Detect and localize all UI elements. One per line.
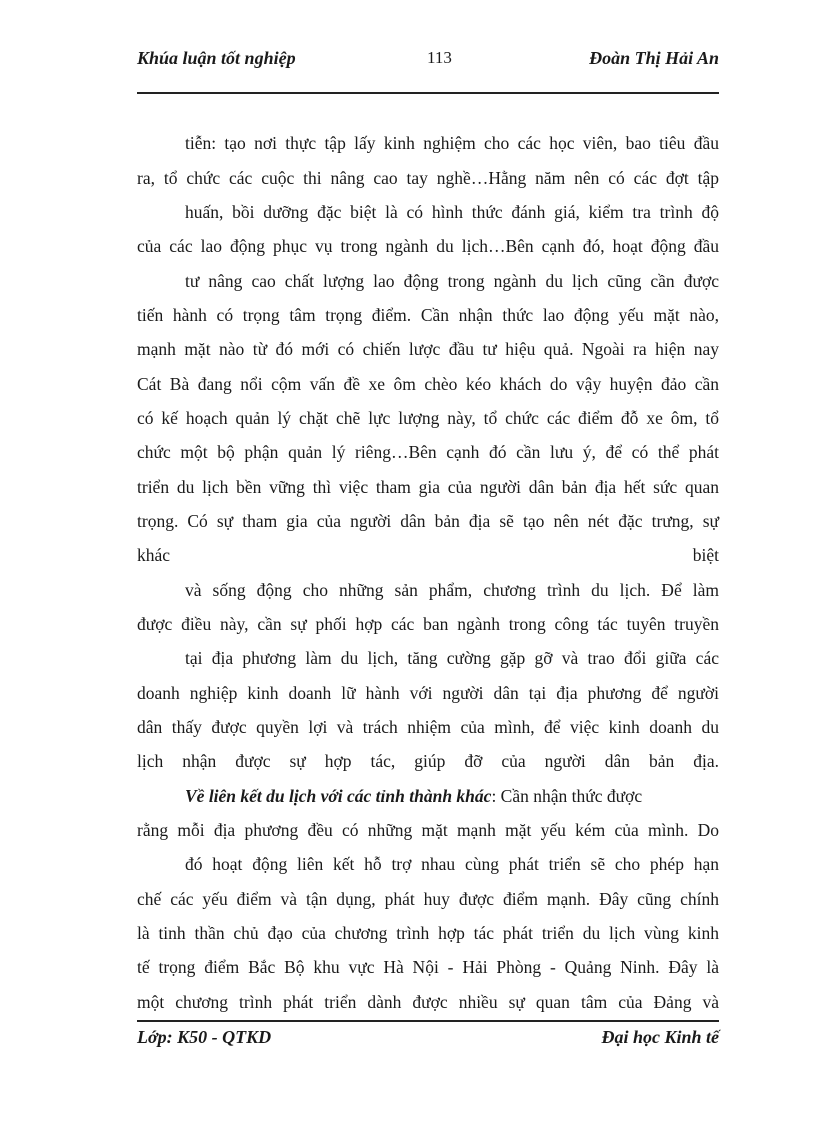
- text-line: dân thấy được quyền lợi và trách nhiệm của mình, để việc kinh doanh du: [137, 717, 719, 737]
- text-line: đó hoạt động liên kết hỗ trợ nhau cùng phát triển sẽ cho phép hạn: [185, 854, 719, 874]
- page-footer: [137, 1027, 719, 1053]
- text-line: một chương trình phát triển dành được nhiều sự quan tâm của Đảng và: [137, 992, 719, 1012]
- header-thesis-title: Khúa luận tốt nghiệp: [137, 48, 296, 68]
- text-fragment: khác: [137, 545, 171, 565]
- text-line: tại địa phương làm du lịch, tăng cường gặp gỡ và trao đổi giữa các: [185, 648, 719, 668]
- text-line: là tinh thần chủ đạo của chương trình hợp tác phát triển du lịch vùng kinh: [137, 923, 719, 943]
- text-line: doanh nghiệp kinh doanh lữ hành với người dân tại địa phương để người: [137, 683, 719, 703]
- page-number: 113: [427, 48, 452, 67]
- text-line: có kế hoạch quản lý chặt chẽ lực lượng này, tổ chức các điểm đỗ xe ôm, tổ: [137, 408, 719, 428]
- text-fragment: : Cần nhận thức được: [491, 786, 643, 806]
- header-author: Đoàn Thị Hải An: [589, 48, 719, 68]
- text-line: triển du lịch bền vững thì việc tham gia của người dân bản địa hết sức quan: [137, 477, 719, 497]
- section-heading: Về liên kết du lịch với các tỉnh thành khác: [185, 786, 492, 806]
- text-line: chế các yếu điểm và tận dụng, phát huy được điểm mạnh. Đây cũng chính: [137, 889, 719, 909]
- text-line: tiến hành có trọng tâm trọng điểm. Cần nhận thức lao động yếu mặt nào,: [137, 305, 719, 325]
- text-line: lịch nhận được sự hợp tác, giúp đỡ của người dân bản địa.: [137, 751, 719, 771]
- text-line-heading: [185, 785, 719, 807]
- text-line: trọng. Có sự tham gia của người dân bản địa sẽ tạo nên nét đặc trưng, sự: [137, 511, 719, 531]
- text-line: mạnh mặt nào từ đó mới có chiến lược đầu tư hiệu quả. Ngoài ra hiện nay: [137, 339, 719, 359]
- footer-university: Đại học Kinh tế: [601, 1027, 719, 1047]
- text-line: được điều này, cần sự phối hợp các ban ngành trong công tác tuyên truyền: [137, 614, 719, 634]
- text-line: tư nâng cao chất lượng lao động trong ngành du lịch cũng cần được: [185, 271, 719, 291]
- text-fragment: biệt: [692, 545, 719, 565]
- text-line: huấn, bồi dưỡng đặc biệt là có hình thức đánh giá, kiểm tra trình độ: [185, 202, 719, 222]
- text-line: tế trọng điểm Bắc Bộ khu vực Hà Nội - Hải Phòng - Quảng Ninh. Đây là: [137, 957, 719, 977]
- text-line: ra, tổ chức các cuộc thi nâng cao tay nghề…Hằng năm nên có các đợt tập: [137, 168, 719, 188]
- header-rule: [137, 92, 719, 94]
- text-line: rằng mỗi địa phương đều có những mặt mạnh mặt yếu kém của mình. Do: [137, 820, 719, 840]
- text-line: tiễn: tạo nơi thực tập lấy kinh nghiệm cho các học viên, bao tiêu đầu: [185, 133, 719, 153]
- text-line: Cát Bà đang nổi cộm vấn đề xe ôm chèo kéo khách do vậy huyện đảo cần: [137, 374, 719, 394]
- page-header: [137, 48, 719, 74]
- text-line-split: [137, 544, 719, 566]
- text-line: chức một bộ phận quản lý riêng…Bên cạnh đó cần lưu ý, để có thể phát: [137, 442, 719, 462]
- footer-rule: [137, 1020, 719, 1022]
- text-line: của các lao động phục vụ trong ngành du lịch…Bên cạnh đó, hoạt động đầu: [137, 236, 719, 256]
- text-line: và sống động cho những sản phẩm, chương trình du lịch. Để làm: [185, 580, 719, 600]
- footer-class: Lớp: K50 - QTKD: [137, 1027, 272, 1047]
